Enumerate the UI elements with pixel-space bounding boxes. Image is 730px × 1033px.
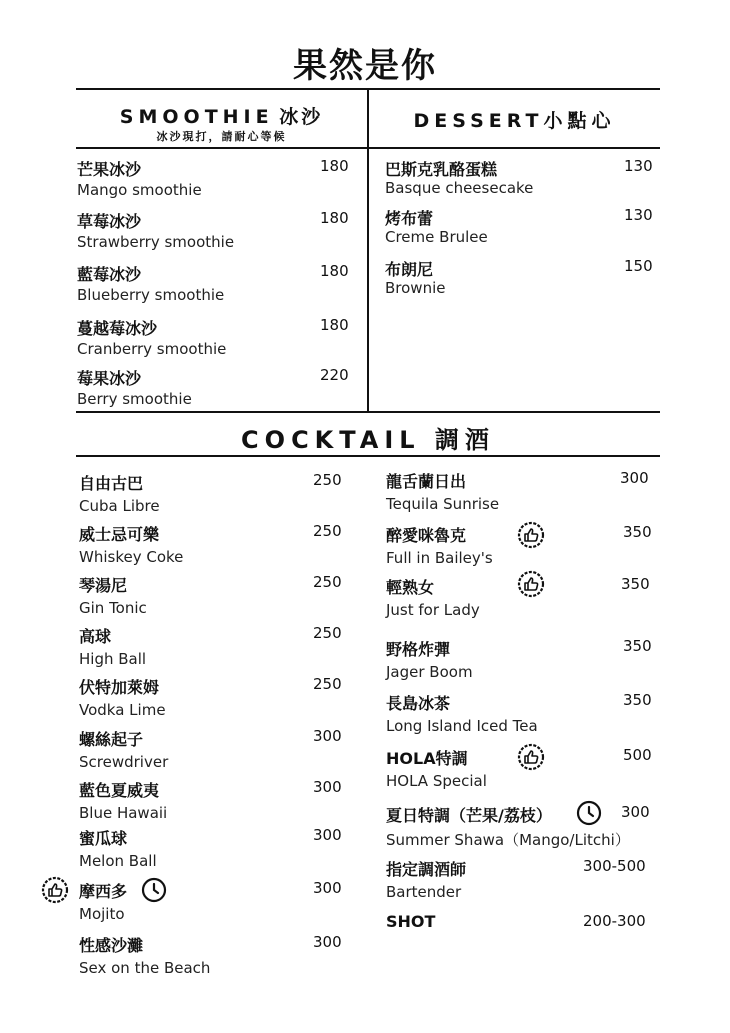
item-price: 180 [320,262,349,280]
thumbs-up-badge-icon [517,570,545,598]
item-price: 300 [313,933,342,951]
item-name-zh: 莓果冰沙 [77,369,142,388]
item-price: 350 [623,637,652,655]
smoothie-subtitle: 冰沙現打，請耐心等候 [156,130,287,143]
item-price: 220 [320,366,349,384]
menu-item [79,933,359,977]
item-price: 350 [621,575,650,593]
menu-item [386,691,666,735]
item-name-en: Mango smoothie [77,181,202,199]
item-name-en: Blueberry smoothie [77,286,225,304]
item-name-zh: 琴湯尼 [79,576,128,595]
thumbs-up-badge-icon [41,876,69,904]
menu-item [79,778,359,822]
thumbs-up-badge-icon [517,743,545,771]
item-name-en: Strawberry smoothie [77,233,235,251]
menu-title: 果然是你 [293,46,437,86]
item-name-zh: 自由古巴 [79,474,144,493]
smoothie-heading-en: SMOOTHIE [119,106,274,128]
item-name-en: Summer Shawa（Mango/Litchi） [386,831,630,849]
item-price: 180 [320,209,349,227]
item-name-zh: 螺絲起子 [79,730,144,749]
menu-item [79,624,359,668]
item-name-zh: 野格炸彈 [386,640,451,659]
item-name-zh: 夏日特調（芒果/荔枝） [386,806,552,825]
item-price: 250 [313,573,342,591]
item-price: 300 [620,469,649,487]
item-price: 250 [313,471,342,489]
clock-icon [141,877,167,903]
item-name-zh: SHOT [386,912,436,931]
item-name-en: HOLA Special [386,772,487,790]
item-name-en: Cuba Libre [79,497,160,515]
item-name-zh: 草莓冰沙 [77,212,142,231]
item-price: 150 [624,257,653,275]
item-price: 300 [313,879,342,897]
menu-item [386,912,666,956]
item-price: 180 [320,316,349,334]
item-name-en: Blue Hawaii [79,804,168,822]
item-price: 200-300 [583,912,646,930]
item-name-zh: 性感沙灘 [79,936,144,955]
item-name-en: Jager Boom [386,663,473,681]
item-name-zh: 烤布蕾 [385,209,434,228]
item-name-en: Long Island Iced Tea [386,717,538,735]
menu-item [386,857,666,901]
cocktail-heading: COCKTAIL 調酒 [241,426,495,454]
item-name-en: Bartender [386,883,462,901]
item-name-zh: 龍舌蘭日出 [386,472,467,491]
item-price: 300-500 [583,857,646,875]
item-price: 250 [313,522,342,540]
menu-item [385,206,665,250]
item-name-zh: 摩西多 [79,882,128,901]
item-price: 300 [313,727,342,745]
menu-item [79,573,359,617]
menu-item [386,469,666,513]
item-name-en: Berry smoothie [77,390,192,408]
item-name-en: Mojito [79,905,125,923]
item-name-en: Vodka Lime [79,701,166,719]
menu-item [79,675,359,719]
menu-item [79,522,359,566]
menu-item [77,366,357,410]
item-name-en: Gin Tonic [79,599,147,617]
item-name-en: Tequila Sunrise [386,495,500,513]
item-price: 500 [623,746,652,764]
smoothie-heading [76,102,367,129]
item-name-en: High Ball [79,650,147,668]
menu-item [77,316,357,360]
item-name-zh: 布朗尼 [385,260,434,279]
item-name-zh: 醉愛咪魯克 [386,526,467,545]
menu-item [79,826,359,870]
item-price: 350 [623,691,652,709]
item-price: 250 [313,675,342,693]
item-name-en: Just for Lady [386,601,480,619]
item-name-en: Basque cheesecake [385,179,534,197]
dessert-heading: DESSERT小點心 [413,110,616,132]
menu-item [385,157,665,201]
item-price: 300 [621,803,650,821]
item-price: 300 [313,778,342,796]
item-name-zh: 威士忌可樂 [79,525,160,544]
item-price: 300 [313,826,342,844]
item-name-zh: 輕熟女 [386,578,435,597]
menu-item [77,157,357,201]
menu-item [79,471,359,515]
item-name-zh: 高球 [79,627,112,646]
cocktail-bottom-divider [76,455,660,457]
menu-item [386,803,666,847]
menu-item [385,257,665,301]
cocktail-top-divider [76,411,660,413]
item-name-en: Creme Brulee [385,228,488,246]
item-name-en: Brownie [385,279,446,297]
item-name-en: Cranberry smoothie [77,340,227,358]
item-name-zh: 藍莓冰沙 [77,265,142,284]
item-price: 130 [624,157,653,175]
item-price: 250 [313,624,342,642]
item-name-en: Screwdriver [79,753,169,771]
smoothie-heading-zh: 冰沙 [279,106,324,128]
item-price: 350 [623,523,652,541]
item-name-zh: 蜜瓜球 [79,829,128,848]
item-name-en: Full in Bailey's [386,549,493,567]
item-price: 130 [624,206,653,224]
menu-item [77,209,357,253]
menu-item [79,879,359,923]
clock-icon [576,800,602,826]
item-name-zh: 蔓越莓冰沙 [77,319,158,338]
item-name-en: Whiskey Coke [79,548,184,566]
item-name-en: Sex on the Beach [79,959,211,977]
item-name-zh: 伏特加萊姆 [79,678,160,697]
item-name-zh: 長島冰茶 [386,694,451,713]
item-name-zh: 巴斯克乳酪蛋糕 [385,160,498,179]
thumbs-up-badge-icon [517,521,545,549]
item-name-zh: HOLA特調 [386,749,468,768]
column-divider [367,88,369,413]
item-name-en: Melon Ball [79,852,157,870]
item-price: 180 [320,157,349,175]
menu-item [386,637,666,681]
menu-item [79,727,359,771]
item-name-zh: 指定調酒師 [386,860,467,879]
item-name-zh: 芒果冰沙 [77,160,142,179]
item-name-zh: 藍色夏威夷 [79,781,160,800]
menu-item [77,262,357,306]
